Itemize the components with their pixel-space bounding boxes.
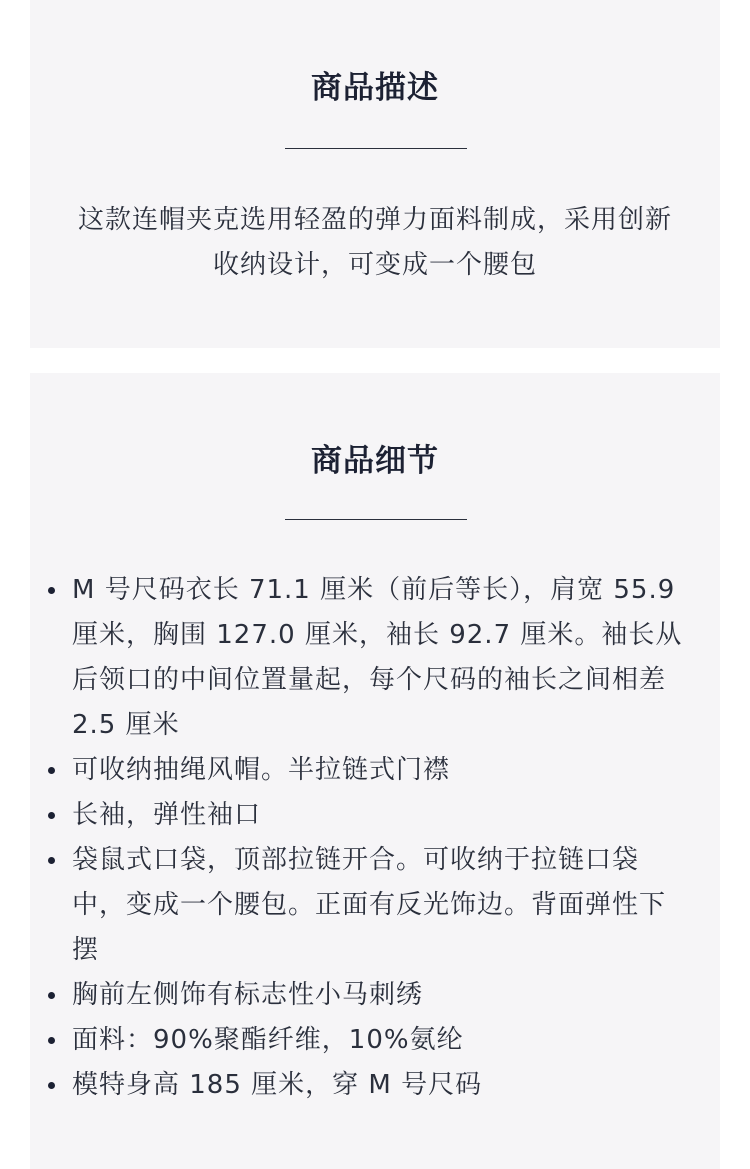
product-details-title: 商品细节 bbox=[311, 443, 439, 479]
detail-item-text: 可收纳抽绳风帽。半拉链式门襟 bbox=[72, 755, 451, 785]
detail-item-text: 袋鼠式口袋，顶部拉链开合。可收纳于拉链口袋中，变成一个腰包。正面有反光饰边。背面弹性下摆 bbox=[72, 845, 667, 965]
bullet-icon bbox=[48, 857, 55, 864]
detail-item bbox=[30, 1063, 720, 1108]
product-details-card bbox=[30, 373, 720, 1169]
bullet-icon bbox=[48, 587, 55, 594]
bullet-icon bbox=[48, 1037, 55, 1044]
product-description-card bbox=[30, 0, 720, 348]
bullet-icon bbox=[48, 1082, 55, 1089]
detail-item bbox=[30, 838, 720, 973]
bullet-icon bbox=[48, 812, 55, 819]
detail-item bbox=[30, 973, 720, 1018]
detail-item-text: 面料：90%聚酯纤维，10%氨纶 bbox=[72, 1025, 464, 1055]
bullet-icon bbox=[48, 992, 55, 999]
product-description-text: 这款连帽夹克选用轻盈的弹力面料制成，采用创新收纳设计，可变成一个腰包 bbox=[77, 205, 672, 280]
product-description-title: 商品描述 bbox=[311, 70, 439, 106]
detail-item bbox=[30, 568, 720, 748]
detail-item-text: 胸前左侧饰有标志性小马刺绣 bbox=[72, 980, 424, 1010]
title-divider bbox=[285, 519, 467, 520]
detail-item-text: 长袖，弹性袖口 bbox=[72, 800, 262, 830]
detail-item bbox=[30, 1018, 720, 1063]
detail-item bbox=[30, 748, 720, 793]
detail-item bbox=[30, 793, 720, 838]
product-details-list bbox=[30, 568, 720, 1108]
detail-item-text: 模特身高 185 厘米，穿 M 号尺码 bbox=[72, 1070, 483, 1100]
title-divider bbox=[285, 148, 467, 149]
detail-item-text: M 号尺码衣长 71.1 厘米（前后等长），肩宽 55.9 厘米，胸围 127.0 厘米，袖长 92.7 厘米。袖长从后领口的中间位置量起，每个尺码的袖长之间相差 2.5 厘米 bbox=[72, 575, 683, 740]
bullet-icon bbox=[48, 767, 55, 774]
